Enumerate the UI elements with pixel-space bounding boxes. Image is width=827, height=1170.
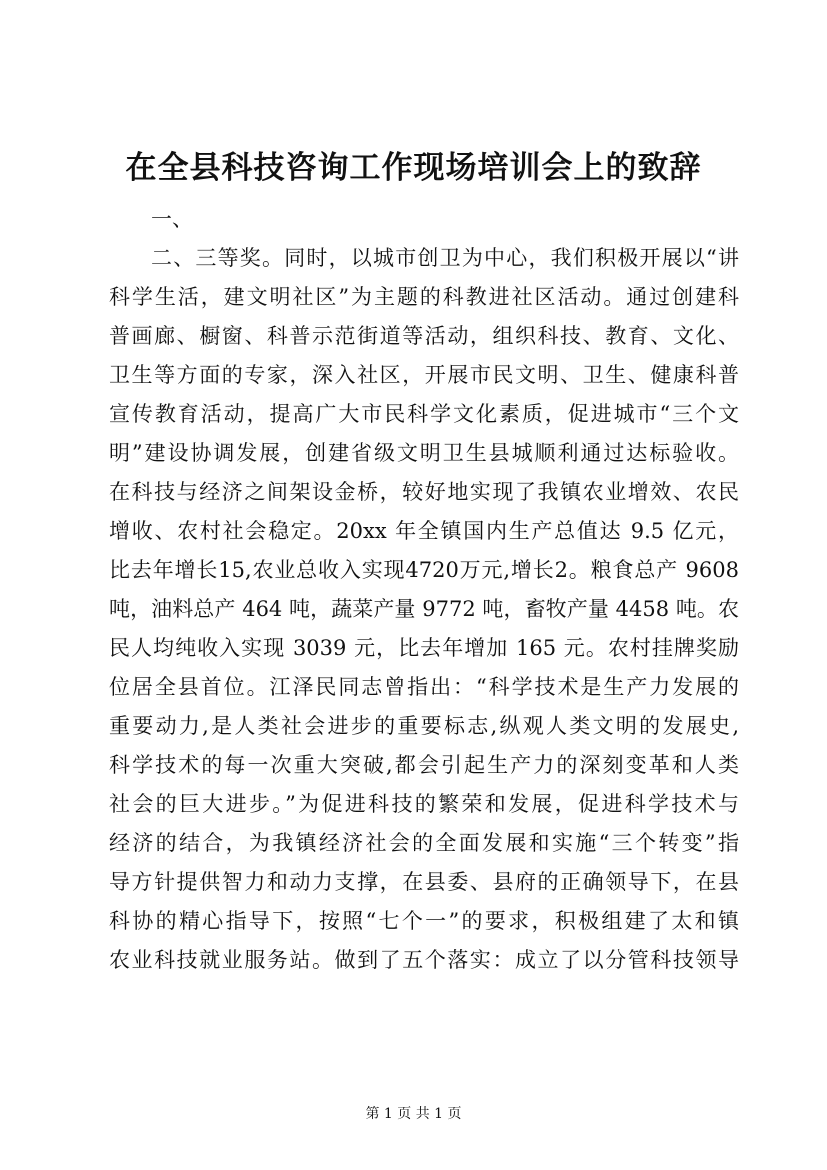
text-line: 社会的巨大进步。”为促进科技的繁荣和发展，促进科学技术与	[109, 792, 739, 816]
page-footer: 第 1 页 共 1 页	[365, 1106, 462, 1122]
text-line: 宣传教育活动，提高广大市民科学文化素质，促进城市“三个文	[109, 402, 739, 426]
text-line: 增收、农村社会稳定。20xx 年全镇国内生产总值达 9.5 亿元，	[109, 519, 739, 543]
text-line: 科学生活，建文明社区”为主题的科教进社区活动。通过创建科	[109, 285, 739, 309]
text-line: 农业科技就业服务站。做到了五个落实：成立了以分管科技领导	[109, 948, 739, 972]
text-line: 卫生等方面的专家，深入社区，开展市民文明、卫生、健康科普	[109, 363, 739, 387]
paragraph-heading-line: 一、	[151, 207, 193, 231]
text-line: 重要动力,是人类社会进步的重要标志,纵观人类文明的发展史,	[109, 714, 739, 738]
text-line: 普画廊、橱窗、科普示范街道等活动，组织科技、教育、文化、	[109, 324, 739, 348]
text-line: 在科技与经济之间架设金桥，较好地实现了我镇农业增效、农民	[109, 480, 739, 504]
text-line: 导方针提供智力和动力支撑，在县委、县府的正确领导下，在县	[109, 870, 739, 894]
text-line: 二、三等奖。同时，以城市创卫为中心，我们积极开展以“讲	[151, 246, 739, 270]
text-line: 科学技术的每一次重大突破,都会引起生产力的深刻变革和人类	[109, 753, 739, 777]
text-line: 位居全县首位。江泽民同志曾指出：“科学技术是生产力发展的	[109, 675, 739, 699]
text-line: 民人均纯收入实现 3039 元，比去年增加 165 元。农村挂牌奖励	[109, 636, 739, 660]
text-line: 比去年增长15,农业总收入实现4720万元,增长2。粮食总产 9608	[109, 558, 739, 582]
text-line: 科协的精心指导下，按照“七个一”的要求，积极组建了太和镇	[109, 909, 739, 933]
text-line: 明”建设协调发展，创建省级文明卫生县城顺利通过达标验收。	[109, 441, 739, 465]
document-body	[109, 200, 739, 980]
text-line: 经济的结合，为我镇经济社会的全面发展和实施“三个转变”指	[109, 831, 739, 855]
document-title: 在全县科技咨询工作现场培训会上的致辞	[125, 150, 702, 186]
text-line: 吨，油料总产 464 吨，蔬菜产量 9772 吨，畜牧产量 4458 吨。农	[109, 597, 739, 621]
